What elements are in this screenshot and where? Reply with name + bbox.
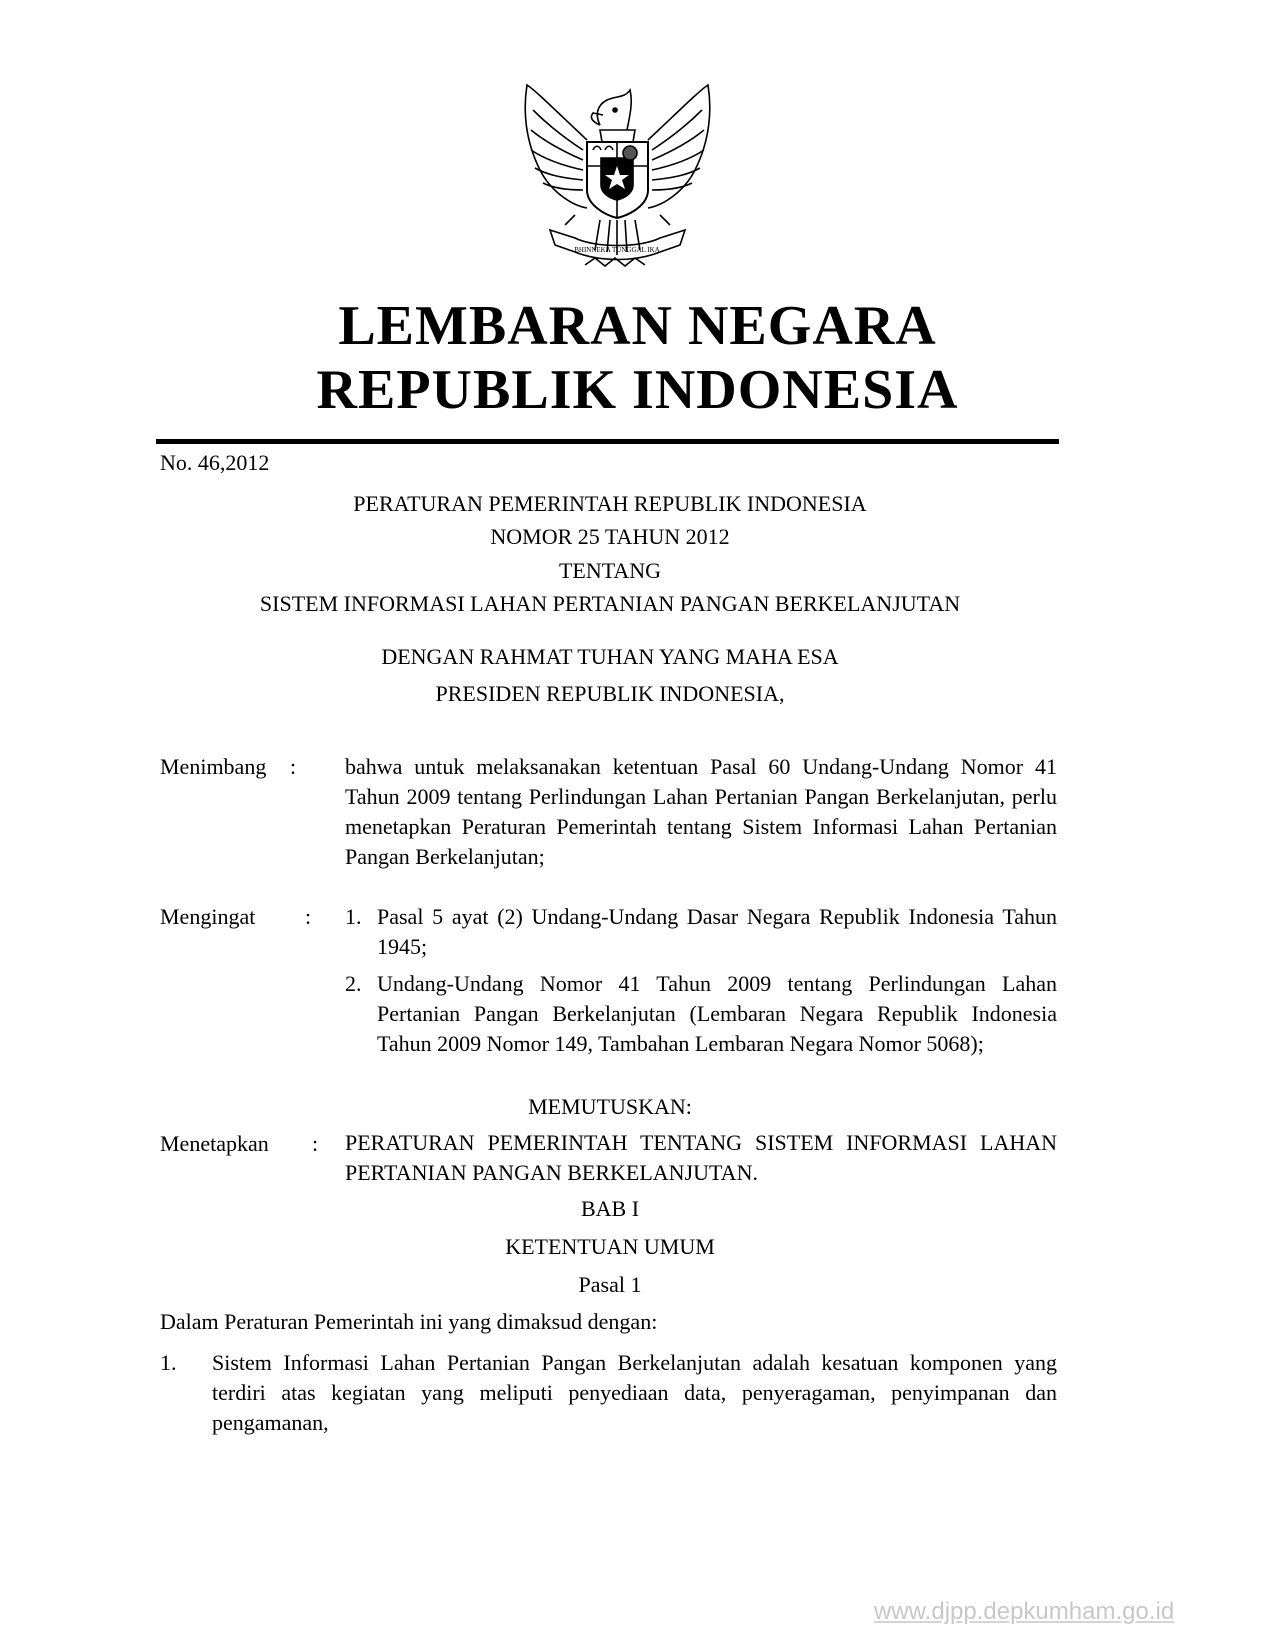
memutuskan-heading: MEMUTUSKAN: [528,1094,692,1119]
mengingat-item-text: Undang-Undang Nomor 41 Tahun 2009 tentang Perlindungan Lahan Pertanian Pangan Berkelanjutan (Lembaran Negara Republik Indonesia Tahun 2009 Nomor 149, Tambahan Lembaran Negara Nomor 5068); [377,971,1057,1056]
mengingat-item-number: 2. [345,971,362,996]
regulation-number: NOMOR 25 TAHUN 2012 [490,524,730,549]
preamble-president: PRESIDEN REPUBLIK INDONESIA, [435,681,785,706]
definition-text: Sistem Informasi Lahan Pertanian Pangan Berkelanjutan adalah kesatuan komponen yang terdiri atas kegiatan yang meliputi penyediaan data, penyeragaman, penyimpanan dan pengamanan, [212,1350,1057,1435]
chapter-title: KETENTUAN UMUM [505,1234,715,1259]
preamble-invocation: DENGAN RAHMAT TUHAN YANG MAHA ESA [381,644,839,669]
regulation-about: TENTANG [558,558,662,583]
menimbang-text: bahwa untuk melaksanakan ketentuan Pasal 60 Undang-Undang Nomor 41 Tahun 2009 tentang Perlindungan Lahan Pertanian Pangan Berkelanjutan, perlu menetapkan Peraturan Pemerintah tentang Sistem Informasi Lahan Pertanian Pangan Berkelanjutan; [345,754,1057,869]
gazette-title-line2: REPUBLIK INDONESIA [316,359,959,421]
article-heading: Pasal 1 [578,1272,642,1297]
menetapkan-label: Menetapkan [160,1131,269,1156]
menimbang-label: Menimbang [160,754,267,779]
watermark-link[interactable]: www.djpp.depkumham.go.id [874,1598,1175,1625]
mengingat-label: Mengingat [160,904,256,929]
garuda-pancasila-emblem-icon [515,80,720,275]
mengingat-colon: : [305,904,312,929]
chapter-number: BAB I [580,1196,640,1221]
gazette-title-line1: LEMBARAN NEGARA [338,295,937,357]
menimbang-colon: : [290,754,297,779]
mengingat-item-number: 1. [345,904,362,929]
regulation-type: PERATURAN PEMERINTAH REPUBLIK INDONESIA [353,491,867,516]
mengingat-item-text: Pasal 5 ayat (2) Undang-Undang Dasar Negara Republik Indonesia Tahun 1945; [377,904,1057,959]
title-divider [156,439,1059,444]
definition-number: 1. [160,1350,177,1375]
article-intro: Dalam Peraturan Pemerintah ini yang dimaksud dengan: [160,1309,658,1334]
menetapkan-text: PERATURAN PEMERINTAH TENTANG SISTEM INFORMASI LAHAN PERTANIAN PANGAN BERKELANJUTAN. [345,1130,1057,1185]
gazette-number: No. 46,2012 [160,450,270,475]
regulation-subject: SISTEM INFORMASI LAHAN PERTANIAN PANGAN BERKELANJUTAN [259,591,961,616]
emblem-motto: BHINNEKA TUNGGAL IKA [574,246,660,254]
menetapkan-colon: : [312,1131,319,1156]
